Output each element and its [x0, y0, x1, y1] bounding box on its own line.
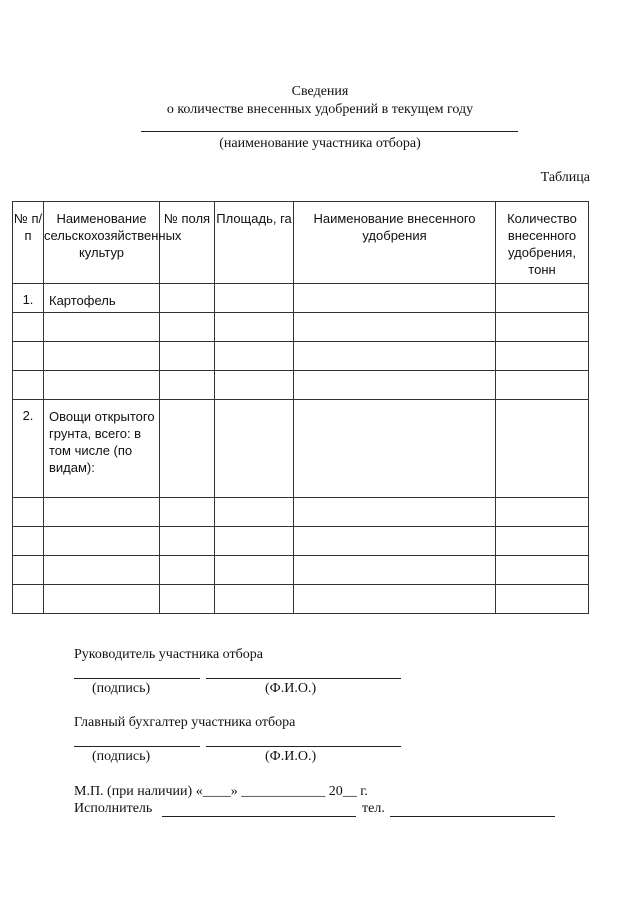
cell-number: [13, 342, 44, 371]
col-header-crop: Наименование сельскохозяйственных культур: [44, 202, 160, 284]
cell-quantity[interactable]: [496, 284, 589, 313]
col-header-field: № поля: [160, 202, 215, 284]
cell-number: [13, 371, 44, 400]
cell-number: [13, 585, 44, 614]
table-row: [13, 313, 589, 342]
table-row: [13, 284, 589, 313]
cell-quantity[interactable]: [496, 585, 589, 614]
col-header-fertilizer: Наименование внесенного удобрения: [294, 202, 496, 284]
cell-fertilizer[interactable]: [294, 498, 496, 527]
head-label: Руководитель участника отбора: [74, 647, 263, 662]
cell-fertilizer[interactable]: [294, 527, 496, 556]
cell-field[interactable]: [160, 371, 215, 400]
phone-label: тел.: [362, 801, 385, 816]
head-name-line[interactable]: [206, 678, 401, 679]
cell-area[interactable]: [215, 371, 294, 400]
table-label: Таблица: [540, 170, 590, 185]
cell-quantity[interactable]: [496, 556, 589, 585]
cell-area[interactable]: [215, 585, 294, 614]
accountant-label: Главный бухгалтер участника отбора: [74, 715, 296, 730]
table-row: [13, 371, 589, 400]
accountant-name-caption: (Ф.И.О.): [265, 749, 317, 764]
table-row: [13, 556, 589, 585]
cell-crop: [44, 527, 160, 556]
cell-field[interactable]: [160, 284, 215, 313]
table-row: [13, 400, 589, 498]
cell-field[interactable]: [160, 585, 215, 614]
cell-area[interactable]: [215, 342, 294, 371]
participant-name-line[interactable]: [141, 131, 518, 132]
stamp-date-line: М.П. (при наличии) «____» ____________ 20__ г.: [74, 784, 368, 799]
cell-area[interactable]: [215, 556, 294, 585]
cell-fertilizer[interactable]: [294, 313, 496, 342]
cell-fertilizer[interactable]: [294, 585, 496, 614]
cell-fertilizer[interactable]: [294, 371, 496, 400]
cell-area[interactable]: [215, 498, 294, 527]
cell-quantity[interactable]: [496, 400, 589, 498]
executor-label: Исполнитель: [74, 801, 153, 816]
col-header-quantity: Количество внесенного удобрения, тонн: [496, 202, 589, 284]
cell-number: 2.: [13, 400, 44, 498]
col-header-area: Площадь, га: [215, 202, 294, 284]
cell-field[interactable]: [160, 342, 215, 371]
cell-number: [13, 556, 44, 585]
cell-field[interactable]: [160, 527, 215, 556]
accountant-signature-line[interactable]: [74, 746, 200, 747]
cell-crop: Картофель: [44, 284, 160, 313]
cell-crop: [44, 313, 160, 342]
cell-crop: Овощи открытого грунта, всего: в том числе (по видам):: [44, 400, 160, 498]
cell-quantity[interactable]: [496, 527, 589, 556]
cell-quantity[interactable]: [496, 313, 589, 342]
cell-number: [13, 313, 44, 342]
cell-crop: [44, 498, 160, 527]
cell-area[interactable]: [215, 400, 294, 498]
cell-crop: [44, 371, 160, 400]
cell-fertilizer[interactable]: [294, 556, 496, 585]
cell-area[interactable]: [215, 284, 294, 313]
cell-crop: [44, 342, 160, 371]
executor-line[interactable]: [162, 816, 356, 817]
head-sign-caption: (подпись): [92, 681, 151, 696]
cell-number: [13, 498, 44, 527]
table-row: [13, 585, 589, 614]
cell-quantity[interactable]: [496, 342, 589, 371]
table-header-row: [13, 202, 589, 284]
cell-fertilizer[interactable]: [294, 400, 496, 498]
participant-caption: (наименование участника отбора): [219, 136, 421, 151]
cell-crop: [44, 556, 160, 585]
cell-field[interactable]: [160, 400, 215, 498]
cell-area[interactable]: [215, 527, 294, 556]
cell-fertilizer[interactable]: [294, 342, 496, 371]
head-name-caption: (Ф.И.О.): [265, 681, 317, 696]
accountant-name-line[interactable]: [206, 746, 401, 747]
cell-number: [13, 527, 44, 556]
cell-field[interactable]: [160, 313, 215, 342]
head-signature-line[interactable]: [74, 678, 200, 679]
document-subtitle: о количестве внесенных удобрений в текущем году: [166, 102, 474, 117]
cell-area[interactable]: [215, 313, 294, 342]
cell-quantity[interactable]: [496, 371, 589, 400]
cell-number: 1.: [13, 284, 44, 313]
cell-crop: [44, 585, 160, 614]
phone-line[interactable]: [390, 816, 555, 817]
col-header-number: № п/п: [13, 202, 44, 284]
fertilizer-table: [12, 201, 589, 614]
accountant-sign-caption: (подпись): [92, 749, 151, 764]
cell-quantity[interactable]: [496, 498, 589, 527]
cell-field[interactable]: [160, 498, 215, 527]
table-row: [13, 527, 589, 556]
cell-field[interactable]: [160, 556, 215, 585]
table-row: [13, 342, 589, 371]
table-row: [13, 498, 589, 527]
cell-fertilizer[interactable]: [294, 284, 496, 313]
document-title: Сведения: [291, 84, 349, 99]
